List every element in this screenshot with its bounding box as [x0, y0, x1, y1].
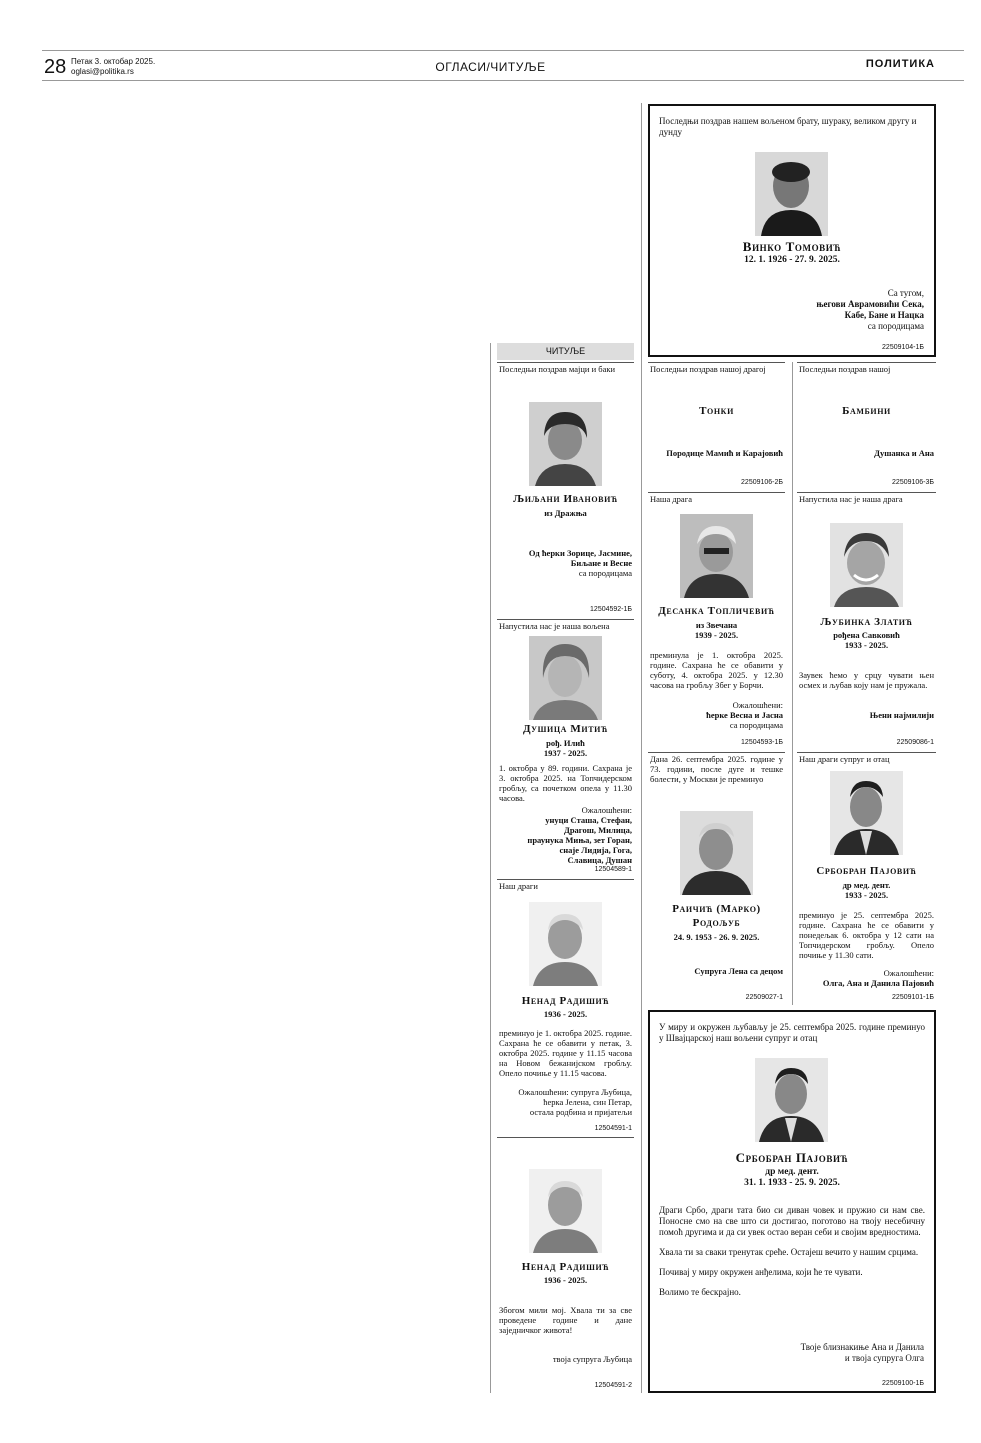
body-paragraph: Почивај у миру окружен анђелима, који ће те чувати. — [659, 1267, 863, 1277]
sig-line: Биљане и Весне — [570, 558, 632, 568]
notice-body: преминула је 1. октобра 2025. године. Сахрана ће се обавити у суботу, 4. октобра 2025. у 12.30 часова на гробљу Збег у Борчи. — [650, 650, 783, 690]
notice-toplicevic — [648, 492, 785, 750]
date-text: Петак 3. октобар 2025. — [71, 57, 156, 66]
notice-pajovic-2 — [648, 1010, 936, 1393]
signature: Душанка и Ана — [874, 448, 934, 458]
life-dates: 24. 9. 1953 - 26. 9. 2025. — [673, 932, 760, 942]
life-dates: 31. 1. 1933 - 25. 9. 2025. — [744, 1178, 840, 1188]
deceased-name: Србобран Пајовић — [816, 865, 917, 877]
signature — [652, 1342, 924, 1364]
notice-lead: Последњи поздрав мајци и баки — [499, 364, 616, 374]
notice-raicic — [648, 752, 785, 1005]
obituaries-column-title: ЧИТУЉЕ — [497, 343, 634, 360]
deceased-name: Ненад Радишић — [521, 995, 610, 1007]
signature — [499, 548, 632, 578]
sig-line: праунука Миња, зет Горан, — [527, 835, 632, 845]
sig-line: унуци Сташа, Стефан, — [545, 815, 632, 825]
sig-line: ћерке Весна и Јасна — [706, 710, 783, 720]
deceased-name: Душица Митић — [523, 723, 608, 735]
notice-lead: Напустила нас је наша драга — [799, 494, 903, 504]
ad-code: 12504593-1Б — [741, 739, 783, 746]
section-title: ОГЛАСИ/ЧИТУЉЕ — [435, 60, 546, 74]
column-separator — [792, 362, 793, 1005]
notice-lead: Дана 26. септембра 2025. године у 73. години, после дуге и тешке болести, у Москви је преминуо — [650, 754, 783, 784]
notice-body: Заувек ћемо у срцу чувати њен осмех и љубав коју нам је пружала. — [799, 670, 934, 690]
origin: из Звечана — [695, 620, 738, 630]
signature: твоја супруга Љубица — [552, 1354, 632, 1364]
maiden-name: рођена Савковић — [833, 630, 900, 640]
origin: из Дражња — [544, 508, 587, 518]
signature — [652, 288, 924, 332]
sig-line: Олга, Ана и Данила Пајовић — [822, 978, 934, 988]
deceased-name: Винко Томовић — [742, 239, 842, 254]
signature: Њени најмилији — [869, 710, 934, 720]
sig-line: са породицама — [729, 720, 783, 730]
signature — [799, 968, 934, 988]
notice-lead: Наш драги — [499, 881, 538, 891]
portrait-photo — [529, 402, 602, 486]
professional-title: др мед. дент. — [765, 1167, 819, 1177]
notice-zlatic — [797, 492, 936, 750]
professional-title: др мед. дент. — [842, 880, 891, 890]
body-paragraph: Волимо те бескрајно. — [659, 1287, 741, 1297]
notice-body: Збогом мили мој. Хвала ти за све проведене године и дане заједничког живота! — [499, 1305, 632, 1335]
sig-line: Са тугом, — [887, 288, 924, 298]
signature — [499, 805, 632, 865]
sig-line: Ожалошћени: — [581, 805, 632, 815]
ad-code: 22509100-1Б — [882, 1380, 924, 1387]
sig-line: Драгош, Милица, — [563, 825, 632, 835]
deceased-name: Десанка Топличевић — [658, 605, 775, 617]
deceased-name: Ненад Радишић — [521, 1261, 610, 1273]
portrait-photo — [830, 771, 903, 855]
notice-lead: Напустила нас је наша вољена — [499, 621, 610, 631]
ad-code: 22509106-2Б — [741, 479, 783, 486]
sig-line: Од ћерки Зорице, Јасмине, — [528, 548, 632, 558]
column-separator — [641, 103, 642, 1393]
sig-line: Ожалошћени: — [883, 968, 934, 978]
portrait-photo — [529, 636, 602, 720]
sig-line: снаје Лидија, Гога, — [559, 845, 632, 855]
sig-line: са породицама — [578, 568, 632, 578]
maiden-name: рођ. Илић — [546, 738, 585, 748]
deceased-name-line2: Родољуб — [692, 917, 741, 929]
deceased-name: Љиљани Ивановић — [513, 493, 618, 505]
life-dates: 1939 - 2025. — [694, 630, 739, 640]
signature: Супруга Лена са децом — [694, 966, 783, 976]
deceased-name: Бамбини — [842, 405, 891, 417]
sig-line: остала родбина и пријатељи — [529, 1107, 632, 1117]
notice-ivanovic — [497, 362, 634, 617]
notice-radisic-2 — [497, 1137, 634, 1393]
life-dates: 1937 - 2025. — [543, 748, 588, 758]
sig-line: Ожалошћени: супруга Љубица, — [518, 1087, 632, 1097]
life-dates: 1936 - 2025. — [543, 1009, 588, 1019]
portrait-photo — [680, 514, 753, 598]
life-dates: 1933 - 2025. — [844, 890, 889, 900]
ad-code: 12504589-1 — [594, 866, 632, 873]
notice-tomovic — [648, 104, 936, 357]
notice-tonki — [648, 362, 785, 490]
notice-lead: Последњи поздрав нашој — [799, 364, 891, 374]
ad-code: 12504591-2 — [594, 1382, 632, 1389]
notice-lead: Последњи поздрав нашем вољеном брату, шураку, великом другу и дунду — [659, 116, 917, 137]
column-separator — [490, 343, 491, 1393]
ad-code: 22509106-3Б — [892, 479, 934, 486]
signature — [650, 700, 783, 730]
notice-lead: Последњи поздрав нашој драгој — [650, 364, 766, 374]
notice-radisic-1 — [497, 879, 634, 1136]
ad-code: 12504591-1 — [594, 1125, 632, 1132]
ad-code: 22509101-1Б — [892, 994, 934, 1001]
notice-body: 1. октобра у 89. години. Сахрана је 3. октобра 2025. на Топчидерском гробљу, са почетком опела у 11.30 часова. — [499, 763, 632, 803]
page-number: 28 — [44, 56, 67, 78]
email-link[interactable]: oglasi@politika.rs — [71, 67, 134, 76]
notice-body: преминуо је 1. октобра 2025. године. Сахрана ће се обавити у петак, 3. октобра 2025. године у 11.15 часова на Новом бежанијском гробљу. Опело почиње у 11.15 часова. — [499, 1028, 632, 1078]
signature — [499, 1087, 632, 1117]
sig-line: Ожалошћени: — [732, 700, 783, 710]
portrait-photo — [680, 811, 753, 895]
notice-lead: Наша драга — [650, 494, 692, 504]
portrait-photo — [830, 523, 903, 607]
deceased-name: Раичић (Марко) — [672, 903, 761, 915]
header-bottom-rule — [42, 80, 964, 81]
notice-lead: Наш драги супруг и отац — [799, 754, 890, 764]
notice-body: преминуо је 25. септембра 2025. године. Сахрана ће се обавити у понедељак 6. октобра у 12 сати на Топчидерском гробљу. Опело почиње у 11.30 сати. — [799, 910, 934, 960]
signature: Породице Мамић и Карајовић — [666, 448, 783, 458]
ad-code: 22509086-1 — [896, 739, 934, 746]
life-dates: 12. 1. 1926 - 27. 9. 2025. — [744, 255, 840, 265]
sig-line: његови Аврамовићи Сека, — [816, 299, 924, 309]
ad-code: 12504592-1Б — [590, 606, 632, 613]
notice-mitic — [497, 619, 634, 877]
deceased-name: Србобран Пајовић — [735, 1150, 849, 1165]
sig-line: Славица, Душан — [567, 855, 632, 865]
notice-bambini — [797, 362, 936, 490]
sig-line: ћерка Јелена, син Петар, — [543, 1097, 632, 1107]
life-dates: 1933 - 2025. — [844, 640, 889, 650]
life-dates: 1936 - 2025. — [543, 1275, 588, 1285]
ad-code: 22509027-1 — [745, 994, 783, 1001]
header-top-rule — [42, 50, 964, 51]
portrait-photo — [529, 1169, 602, 1253]
portrait-photo — [529, 902, 602, 986]
notice-lead: У миру и окружен љубављу је 25. септембра 2025. године преминуо у Швајцарској наш вољени супруг и отац — [659, 1022, 925, 1043]
notice-body — [659, 1205, 925, 1298]
notice-pajovic-1 — [797, 752, 936, 1005]
deceased-name: Тонки — [699, 405, 734, 417]
sig-line: Твоје близнакиње Ана и Данила — [800, 1342, 924, 1352]
body-paragraph: Драги Србо, драги тата био си диван човек и пружио си нам све. Поносне смо на све што си достигао, поготово на твоју несебичну помоћ другима и да си увек остао веран себи и својим вредностима. — [659, 1205, 925, 1237]
deceased-name: Љубинка Златић — [820, 616, 913, 628]
sig-line: са породицама — [867, 321, 924, 331]
portrait-photo — [755, 1058, 828, 1142]
ad-code: 22509104-1Б — [882, 344, 924, 351]
portrait-photo — [755, 152, 828, 236]
body-paragraph: Хвала ти за сваки тренутак среће. Остајеш вечито у нашим срцима. — [659, 1247, 919, 1257]
sig-line: и твоја супруга Олга — [844, 1353, 924, 1363]
newspaper-logo: ПОЛИТИКА — [865, 58, 935, 70]
sig-line: Кабе, Бане и Нацка — [844, 310, 924, 320]
